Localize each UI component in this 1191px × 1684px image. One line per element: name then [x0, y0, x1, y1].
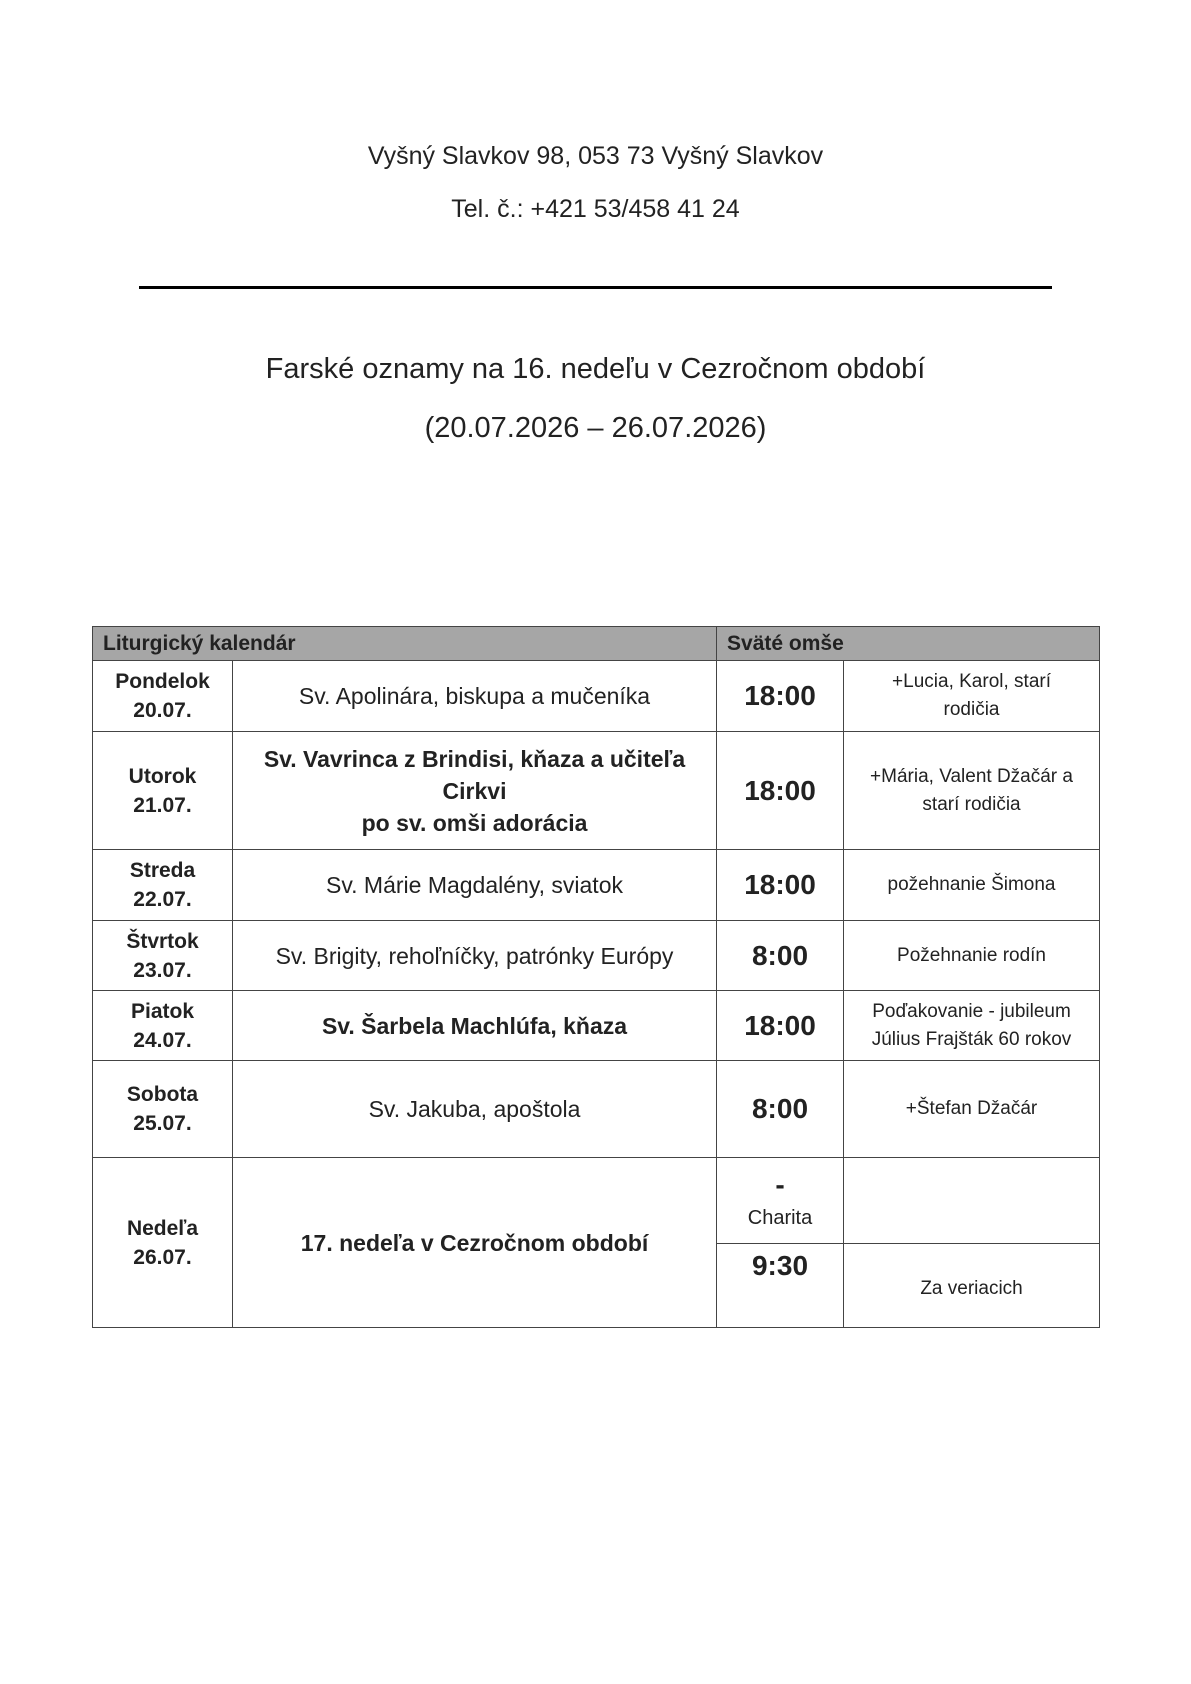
day-cell [93, 732, 233, 850]
day-date: 25.07. [133, 1112, 192, 1135]
liturgical-calendar-table [92, 626, 1100, 1328]
mass-intention: Požehnanie rodín [844, 921, 1100, 991]
announcement-period: (20.07.2026 – 26.07.2026) [424, 412, 767, 444]
day-cell [93, 991, 233, 1061]
mass-intention-text: +Mária, Valent Džačár a starí rodičia [870, 765, 1073, 815]
day-date: 26.07. [133, 1245, 192, 1269]
announcement-title: Farské oznamy na 16. nedeľu v Cezročnom období [265, 353, 926, 385]
day-date: 24.07. [133, 1028, 192, 1052]
table-row [93, 850, 1100, 921]
mass-time: 8:00 [717, 921, 844, 991]
day-name: Utorok [128, 764, 197, 788]
feast-cell: Sv. Márie Magdalény, sviatok [233, 850, 717, 921]
mass-time-dash: - [775, 1168, 785, 1200]
mass-intention: +Štefan Džačár [844, 1061, 1100, 1158]
mass-intention-text: Poďakovanie - jubileum Július Frajšták 60 rokov [871, 1000, 1072, 1050]
header-holy-masses: Sväté omše [717, 627, 1100, 661]
table-header-row [93, 627, 1100, 661]
day-cell [93, 661, 233, 732]
day-date: 23.07. [133, 958, 192, 982]
day-name: Sobota [126, 1083, 199, 1106]
day-name: Nedeľa [126, 1216, 199, 1240]
mass-time-note: Charita [747, 1206, 813, 1229]
mass-intention: Za veriacich [844, 1244, 1100, 1328]
mass-intention: požehnanie Šimona [844, 850, 1100, 921]
mass-intention [844, 732, 1100, 850]
day-cell [93, 1158, 233, 1328]
mass-intention-text: +Lucia, Karol, starí rodičia [892, 671, 1051, 720]
table-row [93, 991, 1100, 1061]
day-name: Pondelok [115, 670, 210, 693]
day-date: 20.07. [133, 699, 192, 722]
day-name: Streda [129, 859, 196, 882]
feast-cell: Sv. Brigity, rehoľníčky, patrónky Európy [233, 921, 717, 991]
feast-cell: Sv. Jakuba, apoštola [233, 1061, 717, 1158]
feast-name: Sv. Vavrinca z Brindisi, kňaza a učiteľa Cirkvi [263, 745, 686, 804]
parish-address: Vyšný Slavkov 98, 053 73 Vyšný Slavkov [367, 142, 824, 170]
mass-time: 18:00 [717, 732, 844, 850]
mass-time: 9:30 [717, 1244, 844, 1328]
day-cell [93, 921, 233, 991]
table-row [93, 921, 1100, 991]
mass-intention [844, 661, 1100, 732]
header-divider [139, 286, 1052, 289]
table-row [93, 1158, 1100, 1244]
feast-cell: 17. nedeľa v Cezročnom období [233, 1158, 717, 1328]
feast-note: po sv. omši adorácia [361, 809, 588, 836]
day-name: Štvrtok [126, 929, 199, 953]
day-date: 22.07. [133, 888, 192, 911]
header-liturgical-calendar: Liturgický kalendár [93, 627, 717, 661]
mass-intention [844, 991, 1100, 1061]
table-row [93, 661, 1100, 732]
mass-time: 18:00 [717, 850, 844, 921]
mass-time [717, 1158, 844, 1244]
day-cell [93, 850, 233, 921]
day-cell [93, 1061, 233, 1158]
feast-cell: Sv. Apolinára, biskupa a mučeníka [233, 661, 717, 732]
day-name: Piatok [130, 999, 195, 1023]
table-row [93, 1061, 1100, 1158]
table-row [93, 732, 1100, 850]
feast-cell: Sv. Šarbela Machlúfa, kňaza [233, 991, 717, 1061]
parish-phone: Tel. č.: +421 53/458 41 24 [451, 195, 740, 223]
day-date: 21.07. [133, 793, 192, 817]
mass-intention [844, 1158, 1100, 1244]
mass-time: 18:00 [717, 661, 844, 732]
mass-time: 8:00 [717, 1061, 844, 1158]
mass-time: 18:00 [717, 991, 844, 1061]
feast-cell [233, 732, 717, 850]
